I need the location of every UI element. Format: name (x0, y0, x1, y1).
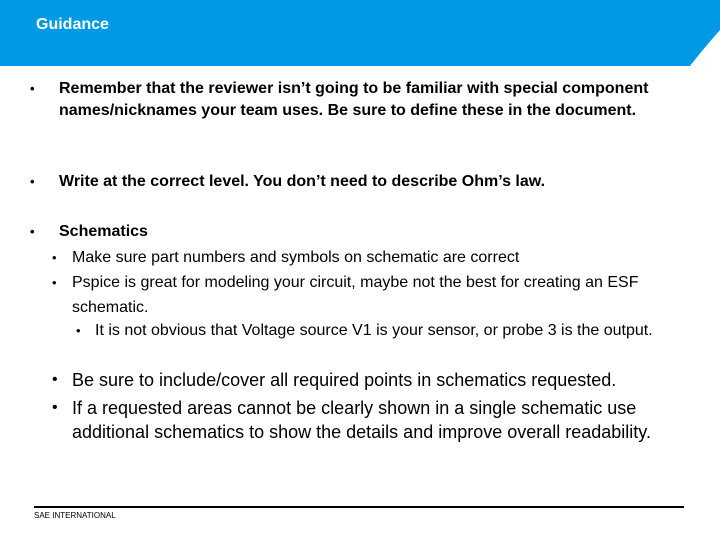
sub-sub-bullet-voltage-source (76, 319, 676, 342)
bullet-item-schematics (30, 221, 670, 243)
sub-bullet-text: Be sure to include/cover all required points in schematics requested. (72, 370, 617, 390)
bullet-marker: • (30, 224, 35, 239)
bullet-marker: • (52, 399, 58, 416)
sub-bullet-pspice (52, 271, 677, 320)
sub-bullet-text: If a requested areas cannot be clearly shown in a single schematic use additional schematics to show the details and improve overall readability. (72, 398, 651, 442)
sub-bullet-text: Make sure part numbers and symbols on schematic are correct (72, 249, 520, 266)
sub-sub-bullet-text: It is not obvious that Voltage source V1 is your sensor, or probe 3 is the output. (95, 322, 653, 339)
page-title: Guidance (36, 16, 109, 33)
bullet-text: Remember that the reviewer isn’t going to be familiar with special component names/nicknames your team uses. Be sure to define these in the document. (59, 80, 649, 119)
footer-divider (34, 506, 684, 508)
bullet-item-reviewer (30, 78, 670, 122)
bullet-marker: • (30, 81, 35, 96)
sub-bullet-include-points (52, 368, 692, 392)
bullet-text: Write at the correct level. You don’t need to describe Ohm’s law. (59, 173, 546, 190)
sub-bullet-part-numbers (52, 246, 692, 271)
sub-bullet-additional-schematics (52, 396, 674, 444)
bullet-item-level (30, 171, 670, 193)
bullet-marker: • (76, 323, 81, 338)
bullet-marker: • (52, 371, 58, 388)
bullet-text: Schematics (59, 223, 148, 240)
bullet-marker: • (52, 250, 57, 265)
sub-bullet-text: Pspice is great for modeling your circuit, maybe not the best for creating an ESF schematic. (72, 274, 639, 316)
footer-label: SAE INTERNATIONAL (34, 511, 116, 520)
bullet-marker: • (52, 275, 57, 290)
bullet-marker: • (30, 174, 35, 189)
